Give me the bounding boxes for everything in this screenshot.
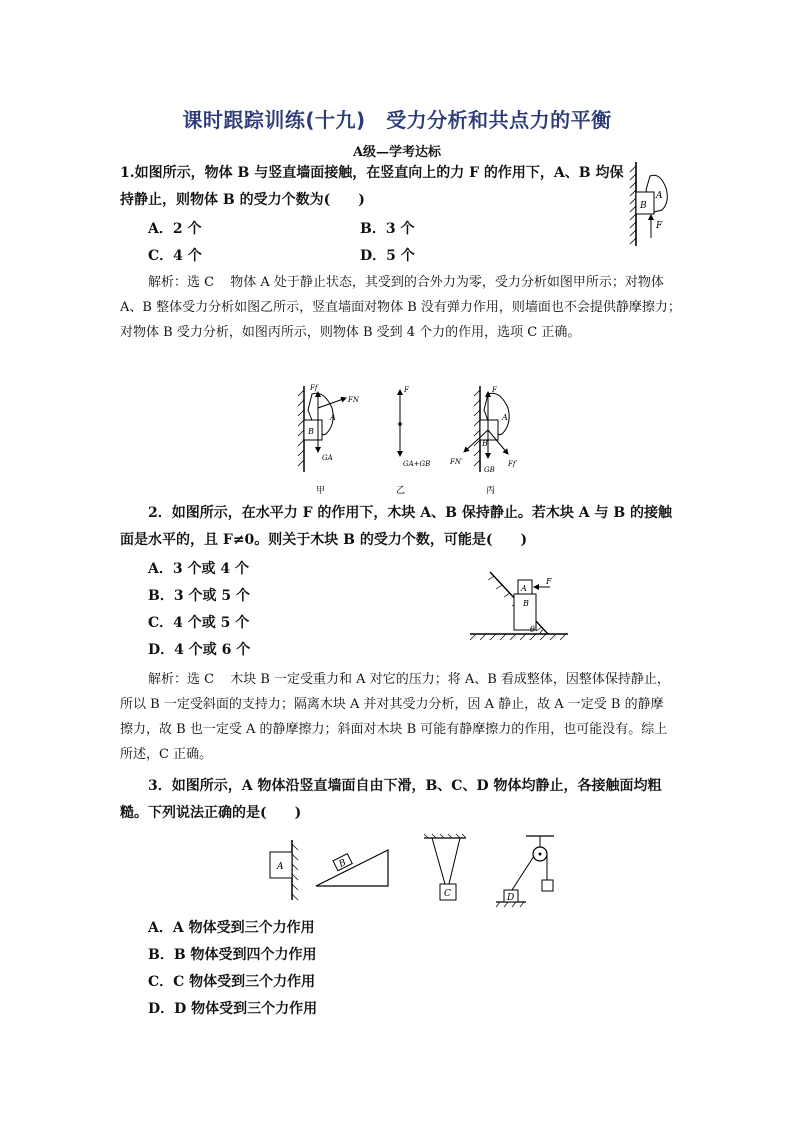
- q2-fig-label-theta: θ: [530, 625, 535, 634]
- q1-fig-bing-ffp: Ff′: [508, 460, 518, 468]
- q1-fig-bing-b: B: [482, 439, 488, 448]
- q1-option-c: C．4 个: [148, 248, 202, 264]
- q1-fig-bing-gb: GB: [484, 466, 495, 474]
- q3-stem: 3．如图所示，A 物体沿竖直墙面自由下滑，B、C、D 物体均静止，各接触面均粗糙。下列说法正确的是( ): [120, 778, 662, 821]
- q1-fig-jia-ff: Ff: [310, 384, 318, 392]
- q3-fig-label-c: C: [444, 889, 451, 899]
- q1-figure: [626, 158, 676, 250]
- q1-fig-label-f: F: [656, 221, 663, 231]
- q2-fig-label-a: A: [521, 584, 527, 593]
- q1-fig-jia-fn: FN: [348, 396, 359, 404]
- q2-option-d: D．4 个或 6 个: [148, 642, 251, 658]
- q1-answer: [120, 270, 688, 345]
- q2-figure: [466, 568, 572, 646]
- q1-fig-bing-f: F: [492, 386, 497, 394]
- q2-answer-body: 木块 B 一定受重力和 A 对它的压力；将 A、B 看成整体，因整体保持静止，所以 B 一定受斜面的支持力；隔离木块 A 并对其受力分析，因 A 静止，故 A 一定受 B 的静摩擦力，故 B 也一定受 A 的静摩擦力；斜面对木块 B 可能有静摩擦力的作用，也可能没有。综上所述，C 正确。: [120, 672, 670, 762]
- q1-fig-yi-f: F: [404, 386, 409, 394]
- q3-option-b: B．B 物体受到四个力作用: [148, 947, 317, 963]
- q2-answer-prefix: 解析：选 C: [148, 672, 215, 687]
- q1-fig-bing-a: A: [502, 413, 508, 422]
- q3-fig-label-a: A: [277, 862, 284, 872]
- q3-option-a: A．A 物体受到三个力作用: [148, 920, 315, 936]
- q1-answer-prefix: 解析：选 C: [148, 275, 215, 290]
- q1-fig-jia-ga: GA: [322, 454, 333, 462]
- q1-fig-jia-b: B: [308, 427, 314, 436]
- q3-option-d: D．D 物体受到三个力作用: [148, 1001, 318, 1017]
- page-title: 课时跟踪训练(十九) 受力分析和共点力的平衡: [182, 108, 612, 132]
- q3-option-c: C．C 物体受到三个力作用: [148, 974, 316, 990]
- q1-fig-bing-fnp: FN′: [450, 458, 463, 466]
- q1-fig-yi-caption: 乙: [396, 486, 406, 496]
- q3-figure: [264, 832, 564, 912]
- q1-fig-label-b: B: [640, 201, 647, 211]
- q3-fig-label-d: D: [507, 893, 515, 903]
- q1-fig-yi-gab: GA+GB: [403, 460, 431, 468]
- q2-option-b: B．3 个或 5 个: [148, 588, 250, 604]
- q1-option-d: D．5 个: [360, 248, 415, 264]
- q3-fig-label-b: B: [337, 857, 348, 870]
- q2-stem: 2．如图所示，在水平力 F 的作用下，木块 A、B 保持静止。若木块 A 与 B 的接触面是水平的，且 F≠0。则关于木块 B 的受力个数，可能是( ): [120, 505, 673, 548]
- q1-option-a: A．2 个: [148, 221, 202, 237]
- q1-stem: 1.如图所示，物体 B 与竖直墙面接触，在竖直向上的力 F 的作用下，A、B 均保持静止，则物体 B 的受力个数为( ): [120, 165, 624, 208]
- q2-option-a: A．3 个或 4 个: [148, 561, 249, 577]
- q1-fig-label-a: A: [656, 191, 663, 201]
- q1-fig-jia-a: A: [330, 413, 336, 422]
- section-subtitle: A级—学考达标: [352, 145, 442, 160]
- q1-fig-bing-caption: 丙: [486, 486, 496, 496]
- q1-option-b: B．3 个: [360, 221, 415, 237]
- q2-fig-label-b: B: [523, 599, 529, 608]
- q1-analysis-figures: [290, 380, 530, 498]
- q2-option-c: C．4 个或 5 个: [148, 615, 250, 631]
- q2-fig-label-f: F: [546, 577, 552, 586]
- q1-fig-jia-caption: 甲: [316, 486, 326, 496]
- q2-answer: [120, 667, 676, 767]
- q1-answer-body: 物体 A 处于静止状态，其受到的合外力为零，受力分析如图甲所示；对物体 A、B 整体受力分析如图乙所示，竖直墙面对物体 B 没有弹力作用，则墙面也不会提供静摩擦力； 对物体 B 受力分析，如图丙所示，则物体 B 受到 4 个力的作用，选项 C 正确。: [120, 275, 688, 340]
